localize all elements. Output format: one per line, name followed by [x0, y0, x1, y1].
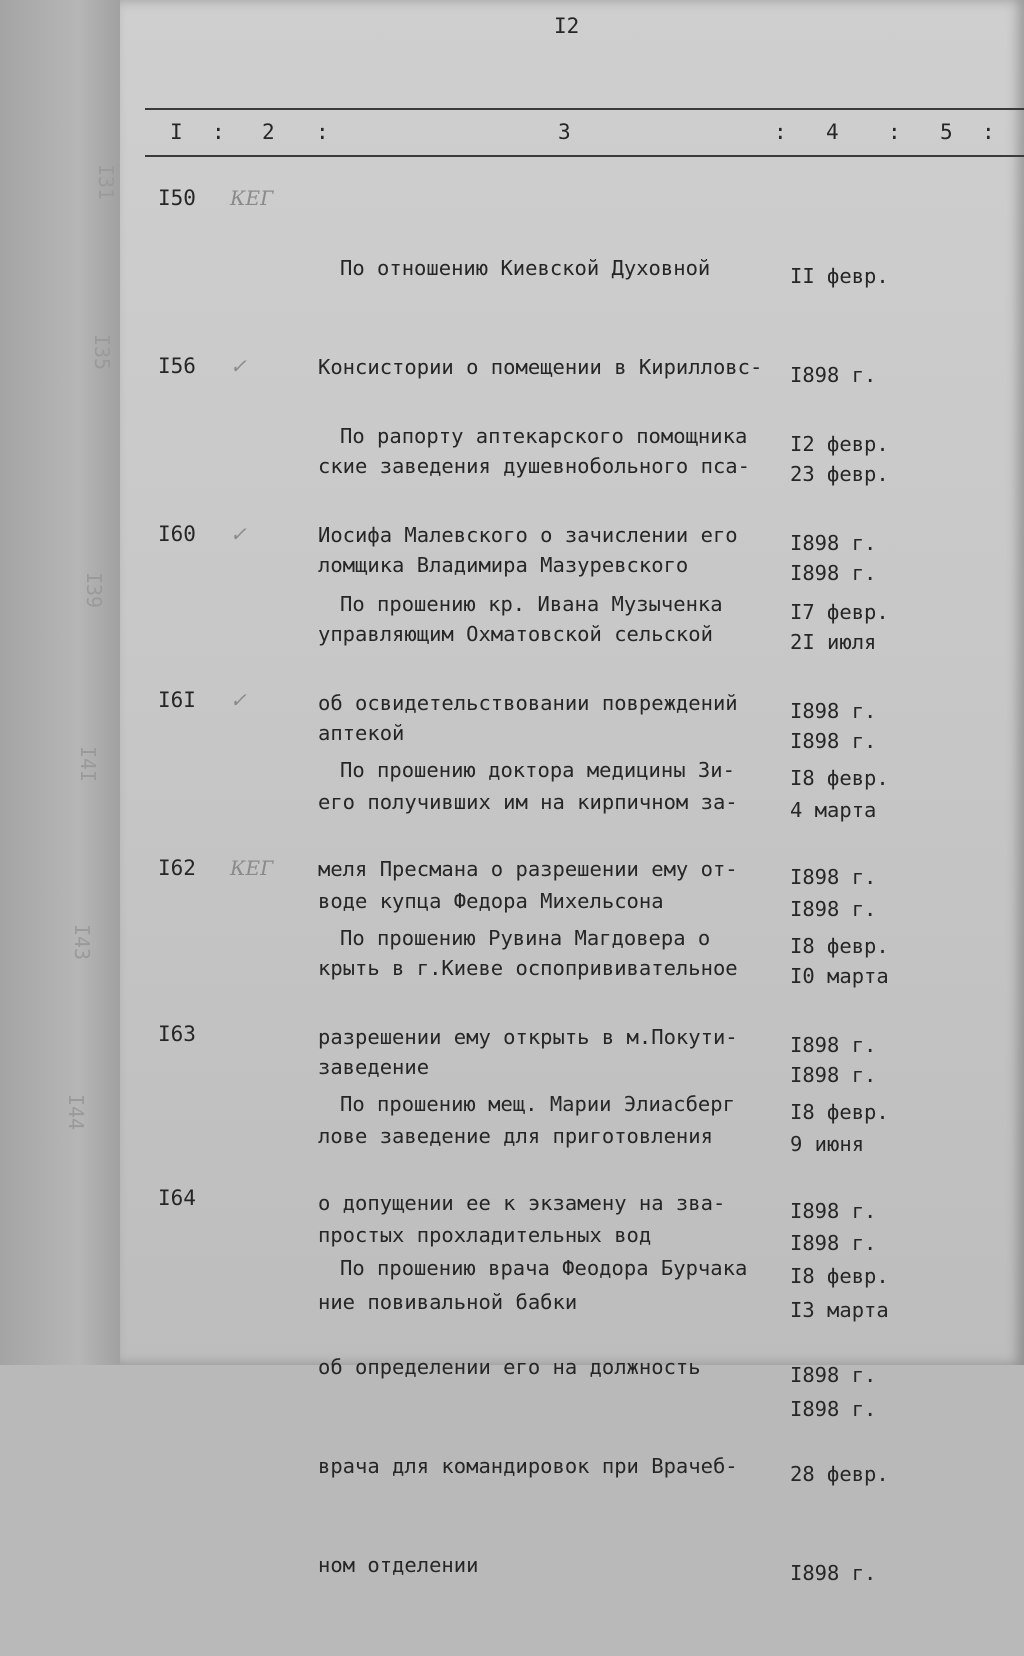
start-year: I898 г.	[790, 531, 877, 555]
end-date: 23 февр.	[790, 462, 889, 486]
header-rule-top	[145, 108, 1024, 110]
end-date: 9 июня	[790, 1132, 865, 1156]
ghost-number: I44	[64, 1093, 89, 1131]
end-year: I898 г.	[790, 1561, 877, 1585]
ghost-number: I35	[90, 333, 115, 371]
column-header-4: 4	[826, 120, 839, 144]
ghost-number: I43	[70, 923, 95, 961]
description-line: крыть в г.Киеве оспопрививательное	[318, 956, 738, 980]
description-line: воде купца Федора Михельсона	[318, 889, 664, 913]
register-entry	[0, 1186, 1024, 1585]
ghost-number: I4I	[76, 745, 101, 783]
start-date: I2 февр.	[790, 432, 889, 456]
column-header-1: I	[170, 120, 183, 144]
description-line: лове заведение для приготовления	[318, 1124, 713, 1148]
column-separator: :	[212, 120, 225, 144]
description-line: врача для командировок при Врачеб-	[318, 1454, 738, 1478]
entry-number: I6I	[158, 688, 196, 712]
start-date: II февр.	[790, 264, 889, 288]
page-number: I2	[554, 14, 580, 38]
start-year: I898 г.	[790, 363, 877, 387]
handwritten-mark: ✓	[230, 688, 247, 712]
description-line: простых прохладительных вод	[318, 1223, 652, 1247]
end-year: I898 г.	[790, 1231, 877, 1255]
end-year: I898 г.	[790, 1063, 877, 1087]
description-line: его получивших им на кирпичном за-	[318, 790, 738, 814]
entry-number: I62	[158, 856, 196, 880]
end-date: 4 марта	[790, 798, 877, 822]
start-year: I898 г.	[790, 1363, 877, 1387]
start-date: I8 февр.	[790, 766, 889, 790]
end-year: I898 г.	[790, 1397, 877, 1421]
end-date: 28 февр.	[790, 1462, 889, 1486]
description-line: аптекой	[318, 721, 405, 745]
handwritten-mark: КЕГ	[230, 186, 274, 210]
end-date: 2I июля	[790, 630, 877, 654]
end-year: I898 г.	[790, 897, 877, 921]
entry-number: I56	[158, 354, 196, 378]
description-line: заведение	[318, 1055, 430, 1079]
start-date: I7 февр.	[790, 600, 889, 624]
end-date: I0 марта	[790, 964, 889, 988]
description-line: По отношению Киевской Духовной	[340, 256, 711, 280]
description-line: Иосифа Малевского о зачислении его	[318, 523, 738, 547]
start-date: I8 февр.	[790, 1264, 889, 1288]
handwritten-mark: ✓	[230, 354, 247, 378]
description-line: По прошению врача Феодора Бурчака	[340, 1256, 748, 1280]
column-separator: :	[982, 120, 995, 144]
description-line: ломщика Владимира Мазуревского	[318, 553, 689, 577]
description-line: об определении его на должность	[318, 1355, 701, 1379]
entry-number: I60	[158, 522, 196, 546]
handwritten-mark: ✓	[230, 522, 247, 546]
description-line: об освидетельствовании повреждений	[318, 691, 738, 715]
header-rule-bottom	[145, 155, 1024, 157]
end-year: I898 г.	[790, 561, 877, 585]
description-line: По прошению мещ. Марии Элиасберг	[340, 1092, 735, 1116]
description-line: разрешении ему открыть в м.Покути-	[318, 1025, 738, 1049]
entry-description	[318, 1186, 788, 1648]
start-year: I898 г.	[790, 1199, 877, 1223]
column-separator: :	[316, 120, 329, 144]
description-line: По прошению Рувина Магдовера о	[340, 926, 711, 950]
entry-number: I64	[158, 1186, 196, 1210]
description-line: Консистории о помещении в Кирилловс-	[318, 355, 763, 379]
description-line: По прошению кр. Ивана Музыченка	[340, 592, 723, 616]
description-line: ном отделении	[318, 1553, 479, 1577]
description-line: управляющим Охматовской сельской	[318, 622, 713, 646]
start-date: I8 февр.	[790, 1100, 889, 1124]
entry-number: I63	[158, 1022, 196, 1046]
start-year: I898 г.	[790, 1033, 877, 1057]
start-date: I8 февр.	[790, 934, 889, 958]
entry-dates	[790, 1194, 889, 1656]
column-separator: :	[888, 120, 901, 144]
end-date: I3 марта	[790, 1298, 889, 1322]
description-line: По прошению доктора медицины Зи-	[340, 758, 735, 782]
column-header-5: 5	[940, 120, 953, 144]
ghost-number: I31	[94, 163, 119, 201]
start-year: I898 г.	[790, 699, 877, 723]
description-line: По рапорту аптекарского помощника	[340, 424, 748, 448]
description-line: ние повивальной бабки	[318, 1290, 578, 1314]
column-header-3: 3	[558, 120, 571, 144]
end-year: I898 г.	[790, 729, 877, 753]
handwritten-mark: КЕГ	[230, 856, 274, 880]
column-header-2: 2	[262, 120, 275, 144]
ghost-number: I39	[82, 571, 107, 609]
column-separator: :	[774, 120, 787, 144]
start-year: I898 г.	[790, 865, 877, 889]
description-line: о допущении ее к экзамену на зва-	[318, 1191, 726, 1215]
entry-number: I50	[158, 186, 196, 210]
description-line: ские заведения душевнобольного пса-	[318, 454, 750, 478]
description-line: меля Пресмана о разрешении ему от-	[318, 857, 738, 881]
